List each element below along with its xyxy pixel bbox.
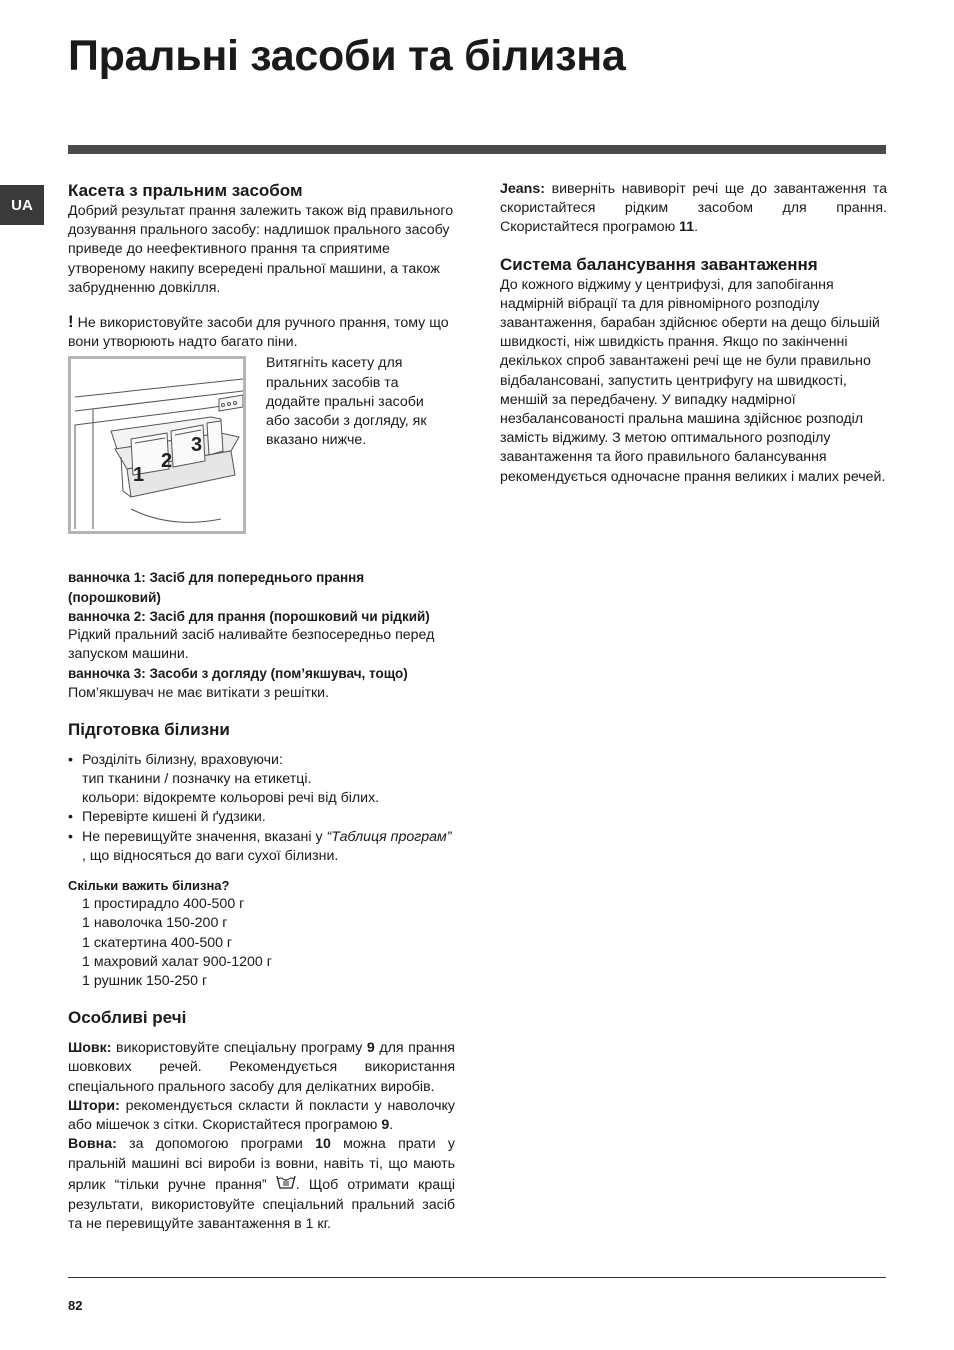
silk-paragraph [68,1039,455,1097]
curtains-label: Штори: [68,1097,120,1114]
detergent-intro: Добрий результат прання залежить також від правильного дозування прального засобу: надлишок прального засобу приведе до неефективного прання та сприятиме утвореному накипу всередені пральної машини, а також забрудненню довкілля. [68,203,454,296]
weights-heading: Скільки важить білизна? [68,878,230,894]
tray-label-1: 1 [133,464,145,487]
bullet-pockets: Перевірте кишені й ґудзики. [82,809,266,826]
list-item [68,751,455,809]
weight-item: 1 простирадло 400-500 г [82,896,245,913]
special-items [68,1039,455,1234]
wool-label: Вовна: [68,1136,117,1153]
silk-text-b: для прання шовкових речей. Рекомендується використання спеціального прального засобу для делікатних виробів. [68,1040,455,1095]
page-title: Пральні засоби та білизна [68,32,626,80]
wool-paragraph [68,1135,455,1234]
warning-text: Не використовуйте засоби для ручного прання, тому що вони утворюють надто багато піни. [68,315,449,351]
warning-mark: ! [68,312,74,332]
bullet-sort-sub2: кольори: відокремте кольорові речі від білих. [82,790,380,807]
wool-text-b: можна прати у пральній машині всі вироби із вовни, навіть ті, що мають ярлик “тільки ручне прання” [68,1136,455,1193]
bullet-sort: Розділіть білизну, враховуючи: [82,751,283,768]
tray1-title: ванночка 1: Засіб для попереднього прання (порошковий) [68,570,365,605]
wool-program: 10 [315,1136,331,1153]
jeans-paragraph [500,180,887,238]
weight-item: 1 наволочка 150-200 г [82,915,228,932]
list-item [68,828,455,866]
dispenser-figure-row [68,356,455,534]
curtains-text-a: рекомендується скласти й покласти у наволочку або мішечок з сітки. Скористайтеся програмою [68,1097,455,1134]
silk-label: Шовк: [68,1040,112,1057]
wool-text-a: за допомогою програми [116,1136,316,1153]
silk-program: 9 [366,1040,375,1057]
curtains-program: 9 [381,1117,390,1134]
warning-note [68,312,455,352]
bullet-limit-b: , що відносяться до ваги сухої білизни. [82,847,339,864]
wool-text-c: . Щоб отримати кращі результати, використовуйте спеціальний пральний засіб та не перевищуйте завантаження в 1 кг. [68,1176,455,1233]
figure-caption: Витягніть касету для пральних засобів та додайте пральні засоби або засоби з догляду, як вказано нижче. [266,355,427,449]
curtains-paragraph [68,1097,455,1135]
weight-item: 1 рушник 150-250 г [82,973,208,990]
jeans-label: Jeans: [500,181,545,197]
laundry-list [68,751,455,866]
header-divider [68,145,886,154]
jeans-text-a: виверніть навиворіт речі ще до завантаження та скористайтеся рідким засобом для прання. Скористайтеся програмою [500,181,887,236]
balance-text: До кожного віджиму у центрифузі, для запобігання надмірній вібрації та для рівномірного розподілу завантаження, барабан здійснює оберти на дещо більшій швидкості, ніж швидкість прання. Якщо по закінченні декількох спроб завантажені речі ще не були правильно відбалансовані, запустить центрифугу на швидкості, меншій за передбачену. У випадку надмірної незбалансованості пральна машина здійснює розподіл замість віджиму. З метою оптимального розподілу завантаження та його правильного балансування рекомендується одночасне прання великих і малих речей. [500,276,886,485]
language-tab: UA [0,185,44,225]
page-number: 82 [68,1298,83,1313]
weight-item: 1 махровий халат 900-1200 г [82,953,272,970]
list-item [68,808,455,827]
weights-list [68,895,455,991]
balance-heading: Система балансування завантаження [500,254,818,274]
dispenser-illustration [68,356,246,534]
right-column [500,180,887,487]
hand-wash-icon [276,1174,296,1196]
tray3-title: ванночка 3: Засоби з догляду (пом’якшувач, тощо) [68,666,408,682]
bullet-sort-sub1: тип тканини / позначку на етикетці. [82,771,312,788]
tray2-title: ванночка 2: Засіб для прання (порошковий чи рідкий) [68,608,430,624]
laundry-heading: Підготовка білизни [68,719,230,739]
jeans-program: 11 [679,219,695,236]
tray-label-2: 2 [161,450,173,473]
jeans-text-b: . [694,219,699,236]
bullet-limit-a: Не перевищуйте значення, вказані у [82,828,327,845]
silk-text-a: використовуйте спеціальну програму [111,1040,367,1057]
tray3-note: Пом’якшувач не має витікати з решітки. [68,684,330,701]
program-table-ref: “Таблиця програм” [326,828,452,845]
footer-divider [68,1277,886,1278]
weight-item: 1 скатертина 400-500 г [82,934,233,951]
special-heading: Особливі речі [68,1008,187,1028]
tray2-note: Рідкий пральний засіб наливайте безпосередньо перед запуском машини. [68,627,435,663]
left-column [68,180,455,1234]
detergent-heading: Касета з пральним засобом [68,181,303,200]
tray-label-3: 3 [191,434,203,457]
curtains-text-b: . [389,1117,394,1134]
